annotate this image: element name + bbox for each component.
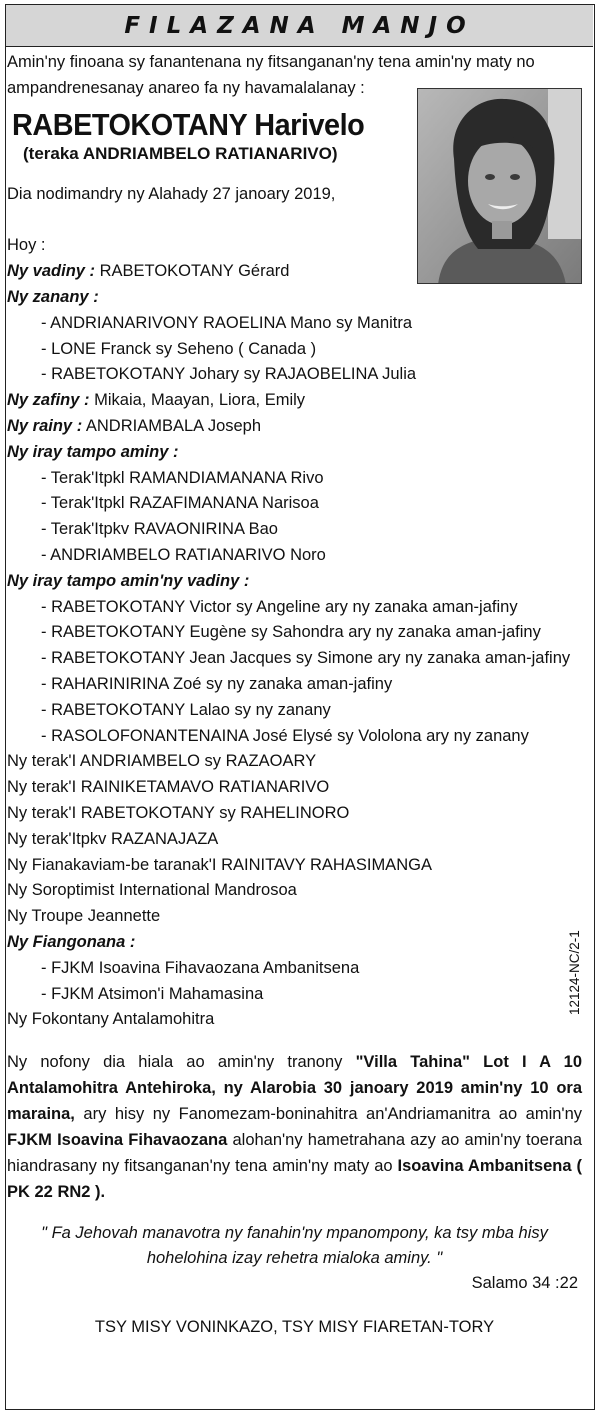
zafiny-label: Ny zafiny : (7, 391, 90, 410)
fiangonana-label: Ny Fiangonana : (7, 932, 136, 951)
rainy-label: Ny rainy : (7, 416, 83, 435)
deceased-name: RABETOKOTANY Harivelo (12, 106, 365, 142)
other-relative: Ny Fianakaviam-be taranak'I RAINITAVY RAHASIMANGA (7, 855, 432, 874)
deceased-alias: (teraka ANDRIAMBELO RATIANARIVO) (23, 143, 338, 163)
tampo-item: - Terak'Itpkl RAMANDIAMANANA Rivo (41, 468, 324, 487)
zanany-item: - ANDRIANARIVONY RAOELINA Mano sy Manitra (41, 313, 413, 332)
other-relative: Ny terak'I RABETOKOTANY sy RAHELINORO (7, 803, 350, 822)
portrait-photo (417, 88, 582, 284)
funeral-text-1: Ny nofony dia hiala ao amin'ny tranony (7, 1053, 356, 1072)
vadiny-label: Ny vadiny : (7, 262, 96, 281)
vadiny-value: RABETOKOTANY Gérard (95, 262, 290, 281)
fiangonana-item: - FJKM Atsimon'i Mahamasina (41, 984, 264, 1003)
funeral-location: "Villa Tahina" Lot I A 10 Antalamohitra Antehiroka, ny Alarobia 30 janoary 2019 amin'ny 10 ora maraina, (7, 1053, 582, 1124)
bible-reference: Salamo 34 :22 (471, 1274, 578, 1293)
tampo-vadiny-item: - RASOLOFONANTENAINA José Elysé sy Vololona ary ny zanany (41, 726, 529, 745)
other-relative: Ny terak'I ANDRIAMBELO sy RAZAOARY (7, 752, 317, 771)
funeral-text-2: ary hisy ny Fanomezam-boninahitra an'Andriamanitra ao amin'ny (74, 1105, 582, 1124)
zafiny-value: Mikaia, Maayan, Liora, Emily (89, 391, 306, 410)
death-date: Dia nodimandry ny Alahady 27 janoary 2019, (7, 184, 336, 203)
tampo-vadiny-label: Ny iray tampo amin'ny vadiny : (7, 571, 250, 590)
other-relative: Ny Troupe Jeannette (7, 907, 161, 926)
tampo-vadiny-item: - RABETOKOTANY Victor sy Angeline ary ny zanaka aman-jafiny (41, 597, 518, 616)
funeral-church: FJKM Isoavina Fihavaozana (7, 1131, 228, 1150)
fokontany-line: Ny Fokontany Antalamohitra (7, 1010, 215, 1029)
portrait-image (418, 89, 582, 284)
tampo-vadiny-item: - RAHARINIRINA Zoé sy ny zanaka aman-jafiny (41, 674, 393, 693)
footer-note: TSY MISY VONINKAZO, TSY MISY FIARETAN-TORY (94, 1317, 495, 1336)
tampo-item: - ANDRIAMBELO RATIANARIVO Noro (41, 545, 326, 564)
tampo-item: - Terak'Itpkv RAVAONIRINA Bao (41, 520, 278, 539)
ad-code: 12124-NC/2-1 (567, 930, 582, 1015)
tampo-vadiny-item: - RABETOKOTANY Eugène sy Sahondra ary ny zanaka aman-jafiny (41, 623, 541, 642)
bible-quote: " Fa Jehovah manavotra ny fanahin'ny mpanompony, ka tsy mba hisy hohelohina izay rehetra mialoka aminy. " (41, 1224, 548, 1268)
zafiny-line (7, 388, 582, 414)
notice-content (7, 50, 582, 1341)
intro-text: Amin'ny finoana sy fanantenana ny fitsanganan'ny tena amin'ny maty no ampandrenesanay anareo fa ny havamalalanay : (7, 53, 535, 97)
tampo-item: - Terak'Itpkl RAZAFIMANANA Narisoa (41, 494, 319, 513)
header-title: FILAZANA MANJO (124, 12, 475, 39)
tampo-vadiny-item: - RABETOKOTANY Lalao sy ny zanany (41, 700, 331, 719)
other-relative: Ny terak'I RAINIKETAMAVO RATIANARIVO (7, 778, 330, 797)
other-relative: Ny terak'Itpkv RAZANAJAZA (7, 829, 219, 848)
fiangonana-item: - FJKM Isoavina Fihavaozana Ambanitsena (41, 958, 360, 977)
rainy-value: ANDRIAMBALA Joseph (82, 416, 262, 435)
tampo-vadiny-item: - RABETOKOTANY Jean Jacques sy Simone ary ny zanaka aman-jafiny (41, 649, 571, 668)
zanany-item: - RABETOKOTANY Johary sy RAJAOBELINA Julia (41, 365, 417, 384)
zanany-item: - LONE Franck sy Seheno ( Canada ) (41, 339, 317, 358)
hoy-label: Hoy : (7, 236, 46, 255)
rainy-line (7, 414, 582, 440)
burial-place: Isoavina Ambanitsena ( PK 22 RN2 ). (7, 1157, 582, 1202)
other-relative: Ny Soroptimist International Mandrosoa (7, 881, 297, 900)
funeral-text-3: alohan'ny hametrahana azy ao amin'ny toerana hiandrasany ny fitsanganan'ny tena amin'ny maty ao (7, 1131, 582, 1176)
zanany-label: Ny zanany : (7, 287, 99, 306)
funeral-paragraph (7, 1049, 582, 1205)
tampo-label: Ny iray tampo aminy : (7, 442, 179, 461)
header-bar (6, 5, 593, 47)
